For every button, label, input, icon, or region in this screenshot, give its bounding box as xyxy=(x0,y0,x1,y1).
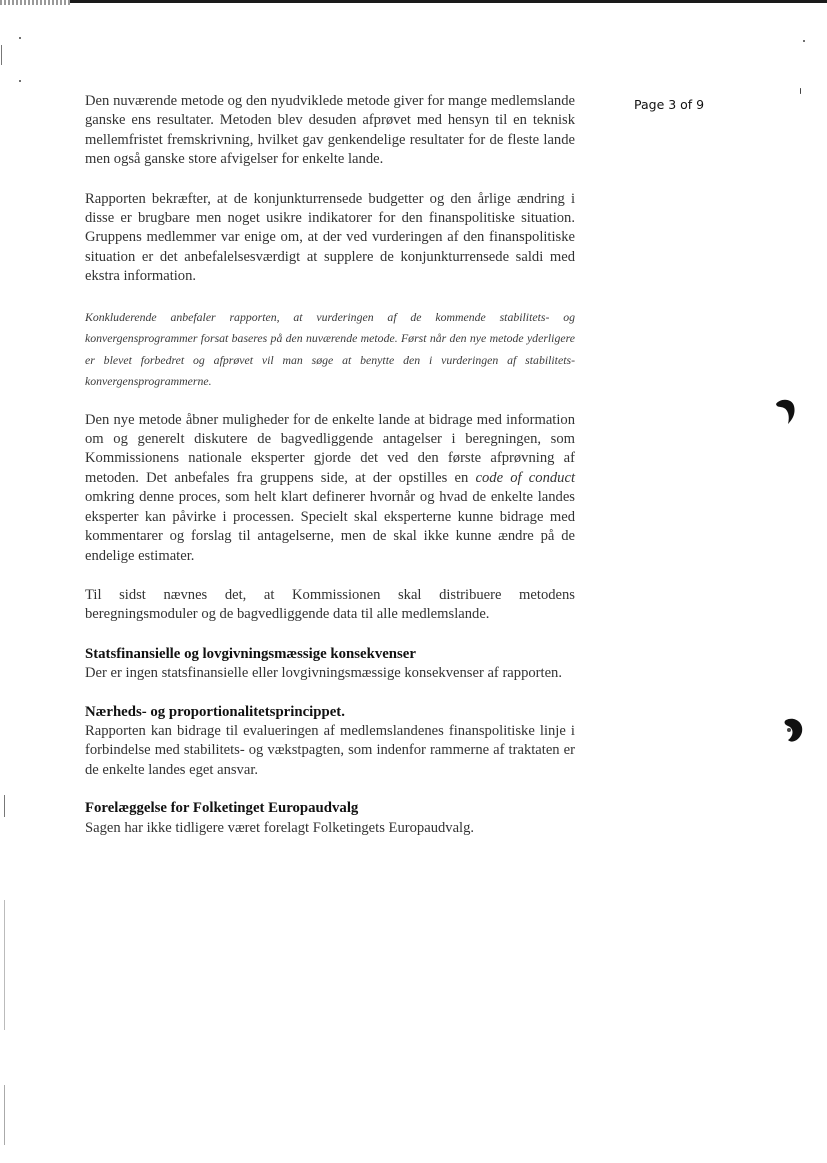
section-heading: Forelæggelse for Folketinget Europaudvalg xyxy=(85,800,359,817)
scan-speck xyxy=(19,80,21,82)
code-of-conduct-term: code of conduct xyxy=(475,469,575,486)
section-body: Rapporten kan bidrage til evalueringen af medlemslandenes finanspolitiske linje i forbindelse med stabilitets- og vækstpagten, som indenfor rammerne af traktaten er de enkelte landes eget ansvar. xyxy=(85,722,575,778)
section-consequences xyxy=(85,645,575,684)
document-body xyxy=(85,92,575,857)
paragraph-method-comparison: Den nuværende metode og den nyudviklede metode giver for mange medlemslande ganske ens resultater. Metoden blev desuden afprøvet med hensyn til en teknisk mellemfristet fremskrivning, hvilket gav genkendelige resultater for de fleste lande men også ganske store afvigelser for enkelte lande. xyxy=(85,93,575,168)
paragraph-new-method xyxy=(85,411,575,566)
top-border-fade xyxy=(0,0,70,5)
scan-speck xyxy=(800,88,801,94)
top-border-rule xyxy=(0,0,827,3)
scan-speck xyxy=(19,37,21,39)
section-body: Der er ingen statsfinansielle eller lovgivningsmæssige konsekvenser af rapporten. xyxy=(85,665,563,682)
punch-hole-mark-upper xyxy=(772,396,800,426)
section-heading: Statsfinansielle og lovgivningsmæssige konsekvenser xyxy=(85,645,416,662)
section-subsidiarity xyxy=(85,703,575,781)
section-parliament xyxy=(85,799,575,838)
paragraph-new-method-end: omkring denne proces, som helt klart definerer hvornår og hvad de enkelte landes eksperter kan påvirke i processen. Specielt skal eksperterne kunne bidrage med kommentarer og forslag til antagelserne, men de skal ikke kunne ændre på de endelige estimater. xyxy=(85,489,575,564)
scan-speck xyxy=(803,40,805,42)
left-scan-edge xyxy=(4,1085,5,1145)
paragraph-report-confirms: Rapporten bekræfter, at de konjunkturrensede budgetter og den årlige ændring i disse er brugbare men noget usikre indikatorer for den finanspolitiske situation. Gruppens medlemmer var enige om, at der ved vurderingen af den finanspolitiske situation er det anbefalelsesværdigt at supplere de konjunkturrensede saldi med ekstra information. xyxy=(85,190,575,285)
punch-hole-mark-lower xyxy=(780,716,806,744)
section-heading: Nærheds- og proportionalitetsprincippet. xyxy=(85,703,345,720)
page-number: Page 3 of 9 xyxy=(634,97,705,112)
paragraph-new-method-start: Den nye metode åbner muligheder for de enkelte lande at bidrage med information om og generelt diskutere de bagvedliggende antagelser i beregningen, som Kommissionens nationale eksperter gjorde det ved den første afprøvning af metoden. Det anbefales fra gruppens side, at der opstilles en xyxy=(85,411,575,486)
paragraph-conclusion: Konkluderende anbefaler rapporten, at vurderingen af de kommende stabilitets- og konvergensprogrammer forsat baseres på den nuværende metode. Først når den nye metode yderligere er blevet forbedret og afprøvet vil man søge at benytte den i vurderingen af stabilitets- konvergensprogrammerne. xyxy=(85,309,575,389)
left-scan-edge xyxy=(4,795,5,817)
paragraph-distribution: Til sidst nævnes det, at Kommissionen skal distribuere metodens beregningsmoduler og de bagvedliggende data til alle medlemslande. xyxy=(85,586,575,623)
left-scan-edge xyxy=(1,45,2,65)
section-body: Sagen har ikke tidligere været forelagt Folketingets Europaudvalg. xyxy=(85,819,475,836)
left-scan-edge xyxy=(4,900,5,1030)
